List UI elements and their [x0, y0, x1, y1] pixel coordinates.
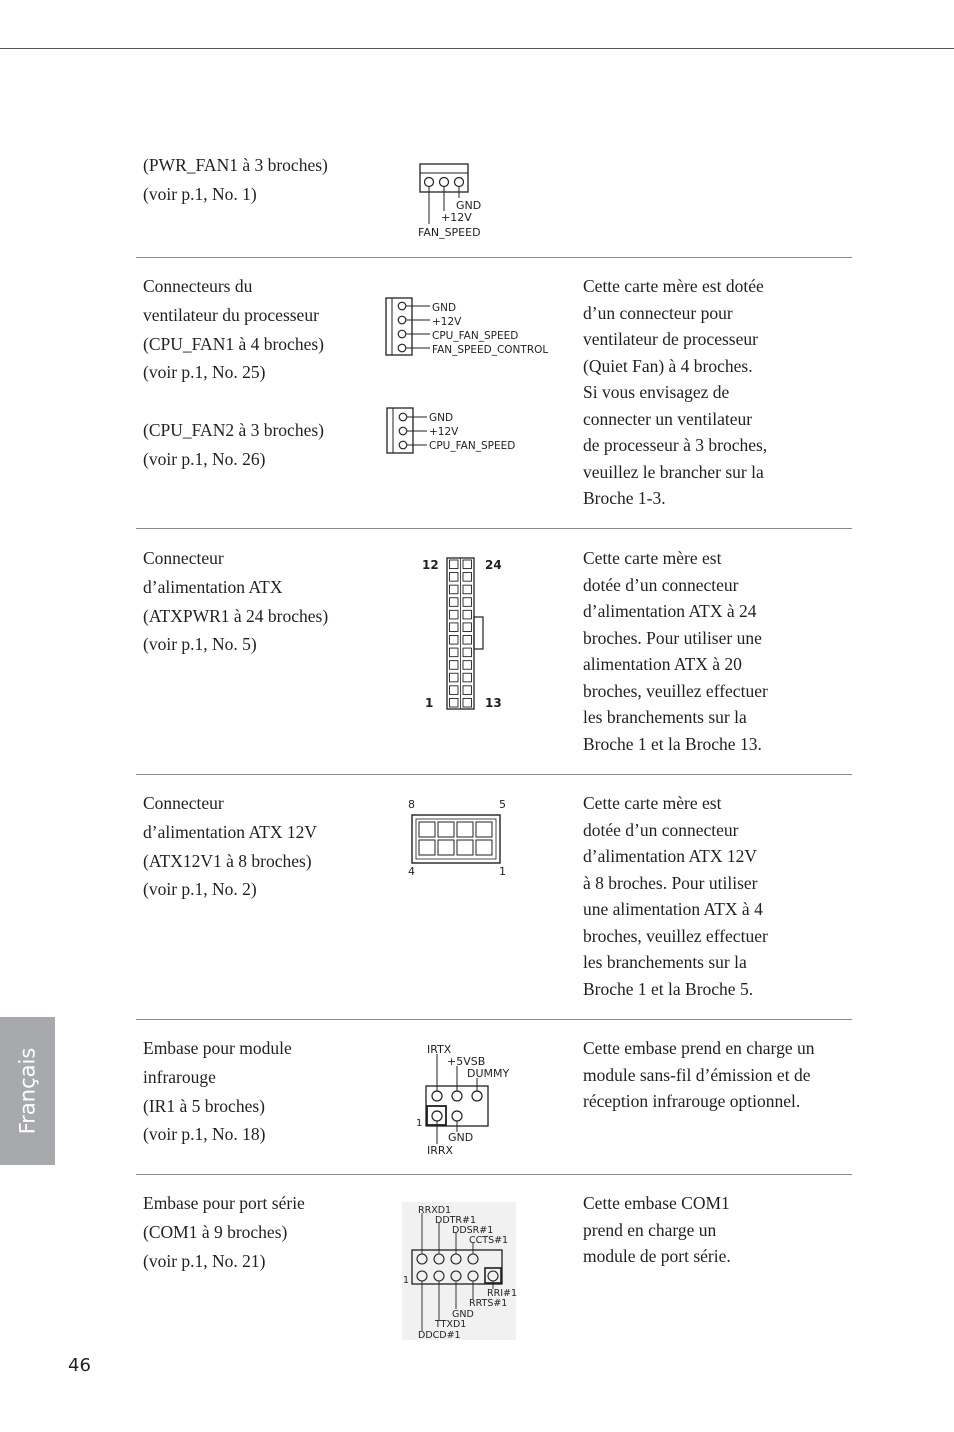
pin-label-5: 5 [499, 798, 506, 811]
pin-label-gnd: GND [452, 1309, 474, 1320]
atx-pin-cell [463, 636, 472, 645]
com1-diagram [402, 1202, 518, 1342]
atx-pin-cell [450, 698, 459, 707]
pin-label-cpu-fan-speed: CPU_FAN_SPEED [429, 440, 516, 452]
pin-label-rrxd1: RRXD1 [418, 1205, 452, 1216]
atx-pin-cell [450, 585, 459, 594]
pin-label-ddcd1: DDCD#1 [418, 1330, 461, 1341]
atx-pin-cell [450, 610, 459, 619]
atx-pin-cell [450, 598, 459, 607]
atxpwr-diagram [415, 550, 515, 716]
pin-label-1: 1 [403, 1275, 410, 1286]
pin-label-irrx: IRRX [427, 1144, 454, 1157]
pin-label-24: 24 [485, 558, 502, 572]
row-separator [136, 774, 852, 775]
pin-label-1: 1 [416, 1118, 423, 1129]
cpu-fan-description: Cette carte mère est dotée d’un connecteur pour ventilateur de processeur (Quiet Fan) à 4 broches. Si vous envisagez de connecter un ventilateur de processeur à 3 broches, veuillez le brancher sur la Broche 1-3. [583, 276, 768, 508]
atx-pin-cell [463, 648, 472, 657]
atx-pin-cell [463, 598, 472, 607]
atx12v-pin-cell [419, 822, 435, 837]
atxpwr-description: Cette carte mère est dotée d’un connecteur d’alimentation ATX à 24 broches. Pour utiliser une alimentation ATX à 20 broches, veuillez effectuer les branchements sur la Broche 1 et la Broche 13. [583, 548, 768, 754]
pin-label-gnd: GND [429, 412, 454, 424]
atx12v-pin-cell [476, 840, 492, 855]
atx-pin-cell [450, 673, 459, 682]
page-number: 46 [68, 1355, 91, 1376]
atx12v-pin-cell [457, 840, 473, 855]
atx12v-label: Connecteur d’alimentation ATX 12V (ATX12V1 à 8 broches) (voir p.1, No. 2) [143, 793, 318, 900]
language-side-tab [0, 1017, 55, 1165]
side-tab-label: Français [15, 1047, 40, 1135]
atx12v-description: Cette carte mère est dotée d’un connecteur d’alimentation ATX 12V à 8 broches. Pour utiliser une alimentation ATX à 4 broches, veuillez effectuer les branchements sur la Broche 1 et la Broche 5. [583, 793, 768, 999]
atx-pin-cell [463, 623, 472, 632]
atx-pin-cell [463, 661, 472, 670]
row-separator [136, 1174, 852, 1175]
pin-label-1: 1 [499, 865, 506, 878]
ir-diagram [410, 1040, 520, 1160]
atx-pin-cell [463, 698, 472, 707]
pin-label-cpu-fan-speed: CPU_FAN_SPEED [432, 330, 519, 342]
pin-label-ddsr1: DDSR#1 [452, 1225, 494, 1236]
pin-label-dummy: DUMMY [467, 1067, 510, 1080]
atx-pin-cell [450, 686, 459, 695]
cpu-fan2-label: (CPU_FAN2 à 3 broches) (voir p.1, No. 26) [143, 420, 324, 469]
atx-pin-cell [463, 610, 472, 619]
atx12v-pin-cell [438, 840, 454, 855]
atx-pin-cell [463, 585, 472, 594]
ir-description: Cette embase prend en charge un module sans-fil d’émission et de réception infrarouge optionnel. [583, 1038, 815, 1111]
atx-pin-cell [450, 661, 459, 670]
atx-pin-cell [463, 673, 472, 682]
pin-label-13: 13 [485, 696, 502, 710]
row-separator [136, 1019, 852, 1020]
pin-label-gnd: GND [448, 1131, 474, 1144]
pin-label-ttxd1: TTXD1 [435, 1319, 467, 1330]
pin-label-12v: +12V [441, 211, 472, 224]
pin-label-gnd: GND [432, 302, 457, 314]
ir-label: Embase pour module infrarouge (IR1 à 5 broches) (voir p.1, No. 18) [143, 1038, 292, 1145]
atx12v-pin-cell [438, 822, 454, 837]
pwr-fan-diagram [410, 158, 510, 244]
cpu-fan1-diagram [380, 292, 555, 362]
pin-label-fan-speed: FAN_SPEED [418, 226, 481, 239]
pin-label-irtx: IRTX [427, 1043, 452, 1056]
pin-label-12: 12 [422, 558, 439, 572]
cpu-fan1-label: Connecteurs du ventilateur du processeur (CPU_FAN1 à 4 broches) (voir p.1, No. 25) [143, 276, 324, 383]
pin-label-fan-speed-control: FAN_SPEED_CONTROL [432, 344, 549, 356]
atx-pin-cell [463, 686, 472, 695]
cpu-fan2-diagram [380, 402, 530, 458]
pin-label-12v: +12V [429, 426, 459, 438]
pin-label-5vsb: +5VSB [447, 1055, 486, 1068]
pin-label-ddtr1: DDTR#1 [435, 1215, 477, 1226]
pin-label-4: 4 [408, 865, 415, 878]
pin-label-rri1: RRI#1 [487, 1288, 518, 1299]
atx12v-pin-cell [419, 840, 435, 855]
atx-pin-cell [450, 623, 459, 632]
com1-label: Embase pour port série (COM1 à 9 broches) (voir p.1, No. 21) [143, 1193, 305, 1271]
top-rule [0, 48, 954, 49]
row-separator [136, 257, 852, 258]
atx12v-pin-cell [476, 822, 492, 837]
atx-pin-cell [463, 560, 472, 569]
atx12v-diagram [400, 795, 520, 881]
atx12v-pin-cell [457, 822, 473, 837]
pin-label-gnd: GND [456, 199, 482, 212]
pin-label-12v: +12V [432, 316, 462, 328]
pin-label-rrts1: RRTS#1 [469, 1298, 508, 1309]
atx-pin-cell [450, 648, 459, 657]
atxpwr-label: Connecteur d’alimentation ATX (ATXPWR1 à 24 broches) (voir p.1, No. 5) [143, 548, 329, 655]
row-separator [136, 528, 852, 529]
atx-pin-cell [463, 573, 472, 582]
pin-label-ccts1: CCTS#1 [469, 1235, 509, 1246]
pin-label-1: 1 [425, 696, 434, 710]
pwr-fan-label: (PWR_FAN1 à 3 broches) (voir p.1, No. 1) [143, 155, 328, 204]
atx-pin-cell [450, 560, 459, 569]
atx-pin-cell [450, 636, 459, 645]
pin-label-8: 8 [408, 798, 415, 811]
atx-pin-cell [450, 573, 459, 582]
com1-description: Cette embase COM1 prend en charge un module de port série. [583, 1193, 731, 1266]
